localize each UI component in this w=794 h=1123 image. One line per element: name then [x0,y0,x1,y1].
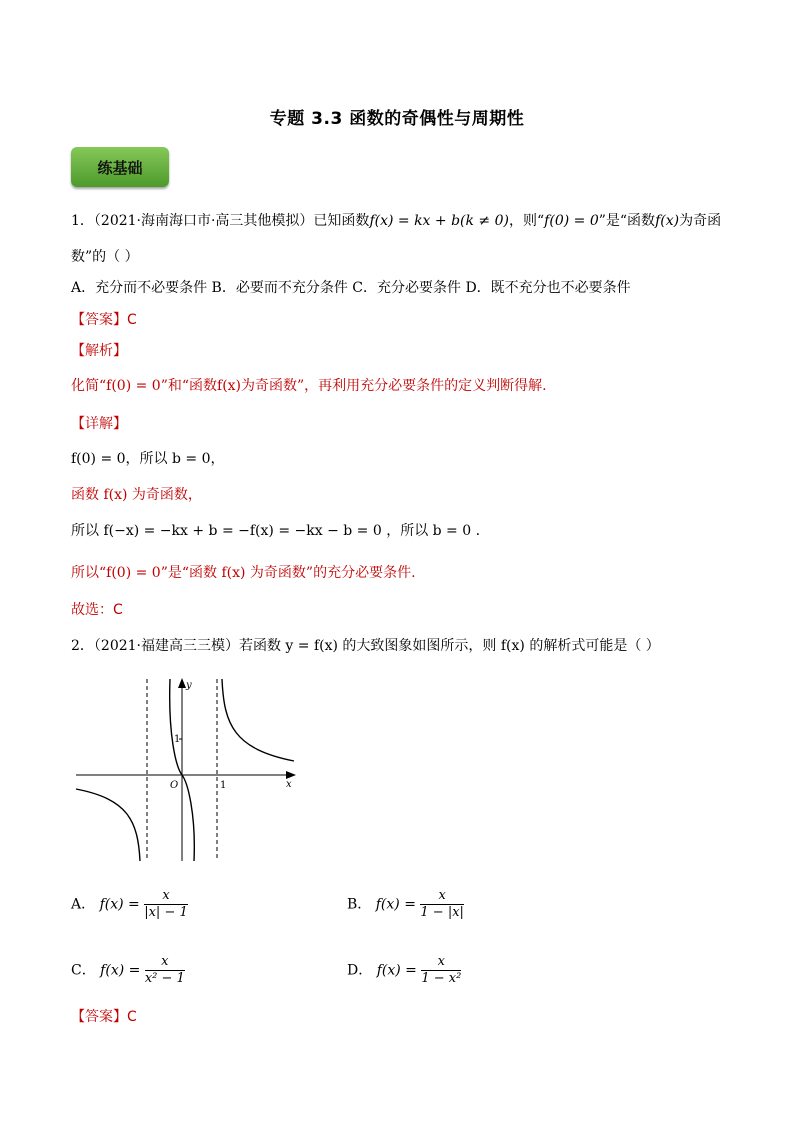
y-tick-label: 1 [174,734,181,745]
option-c-letter: C． [71,962,96,979]
q1-detail-line3: 所以 f(−x) = −kx + b = −f(x) = −kx − b = 0 ，所以 b = 0 . [71,523,481,539]
y-label: y [186,680,192,691]
curve-left-branch [76,789,140,861]
y-axis-arrow [178,678,186,688]
option-c-den: x² − 1 [144,971,185,986]
option-c-fraction [145,954,185,987]
option-a-lhs: f(x) = [99,896,140,913]
function-graph [72,675,300,863]
x-label: x [286,779,292,790]
origin-label: O [170,780,179,791]
option-a-den: |x| − 1 [144,905,188,920]
q1-end: 为奇函 [679,213,722,229]
q2-option-d [347,954,461,987]
q1-detail-line1: f(0) = 0，所以 b = 0， [71,451,225,467]
q2-answer: 【答案】C [71,1009,137,1025]
q2-option-c [71,954,185,987]
q1-options: A．充分而不必要条件 B．必要而不充分条件 C．充分必要条件 D．既不充分也不必要条件 [71,280,631,296]
q2-option-b [347,888,464,921]
option-b-fraction [420,888,464,921]
option-c-num: x [145,954,185,971]
q1-detail-line2: 函数 f(x) 为奇函数， [71,487,202,503]
option-a-fraction [144,888,188,921]
q1-choice: 故选：C [71,602,123,618]
x-axis-arrow [286,771,296,779]
q1-cond: f(0) = 0 [544,213,599,229]
option-d-letter: D． [347,962,373,979]
option-b-letter: B． [347,896,372,913]
option-d-num: x [421,954,461,971]
q1-detail-line4: 所以“f(0) = 0”是“函数 f(x) 为奇函数”的充分必要条件. [71,565,416,581]
option-d-fraction [421,954,461,987]
q1-analysis-text: 化简“f(0) = 0”和“函数f(x)为奇函数”，再利用充分必要条件的定义判断得解. [71,378,547,394]
q1-answer: 【答案】C [71,312,137,328]
option-a-letter: A． [71,896,96,913]
option-d-den: 1 − x² [421,971,462,986]
q2-stem: 2．（2021·福建高三三模）若函数 y = f(x) 的大致图象如图所示，则 f(x) 的解析式可能是（ ） [71,638,660,654]
q1-suffix: ”是“函数 [598,213,656,229]
q1-analysis-label: 【解析】 [71,343,127,359]
q1-prefix: 1．（2021·海南海口市·高三其他模拟）已知函数 [71,213,370,229]
option-a-num: x [144,888,188,905]
option-b-lhs: f(x) = [375,896,416,913]
option-b-den: 1 − |x| [420,905,464,920]
q1-stem-line1 [71,211,721,231]
q1-detail-label: 【详解】 [71,416,127,432]
q1-fx: f(x) [655,213,680,229]
option-c-lhs: f(x) = [100,962,141,979]
x-tick-label: 1 [220,780,227,791]
page-title: 专题 3.3 函数的奇偶性与周期性 [269,109,525,129]
option-b-num: x [420,888,464,905]
q1-fx-def: f(x) = kx + b(k ≠ 0) [369,213,509,229]
option-d-lhs: f(x) = [376,962,417,979]
section-badge: 练基础 [71,147,169,187]
q1-stem-line2: 数”的（ ） [71,249,139,265]
q2-option-a [71,888,188,921]
curve-right-branch [222,679,294,761]
q1-mid: ，则“ [509,213,545,229]
